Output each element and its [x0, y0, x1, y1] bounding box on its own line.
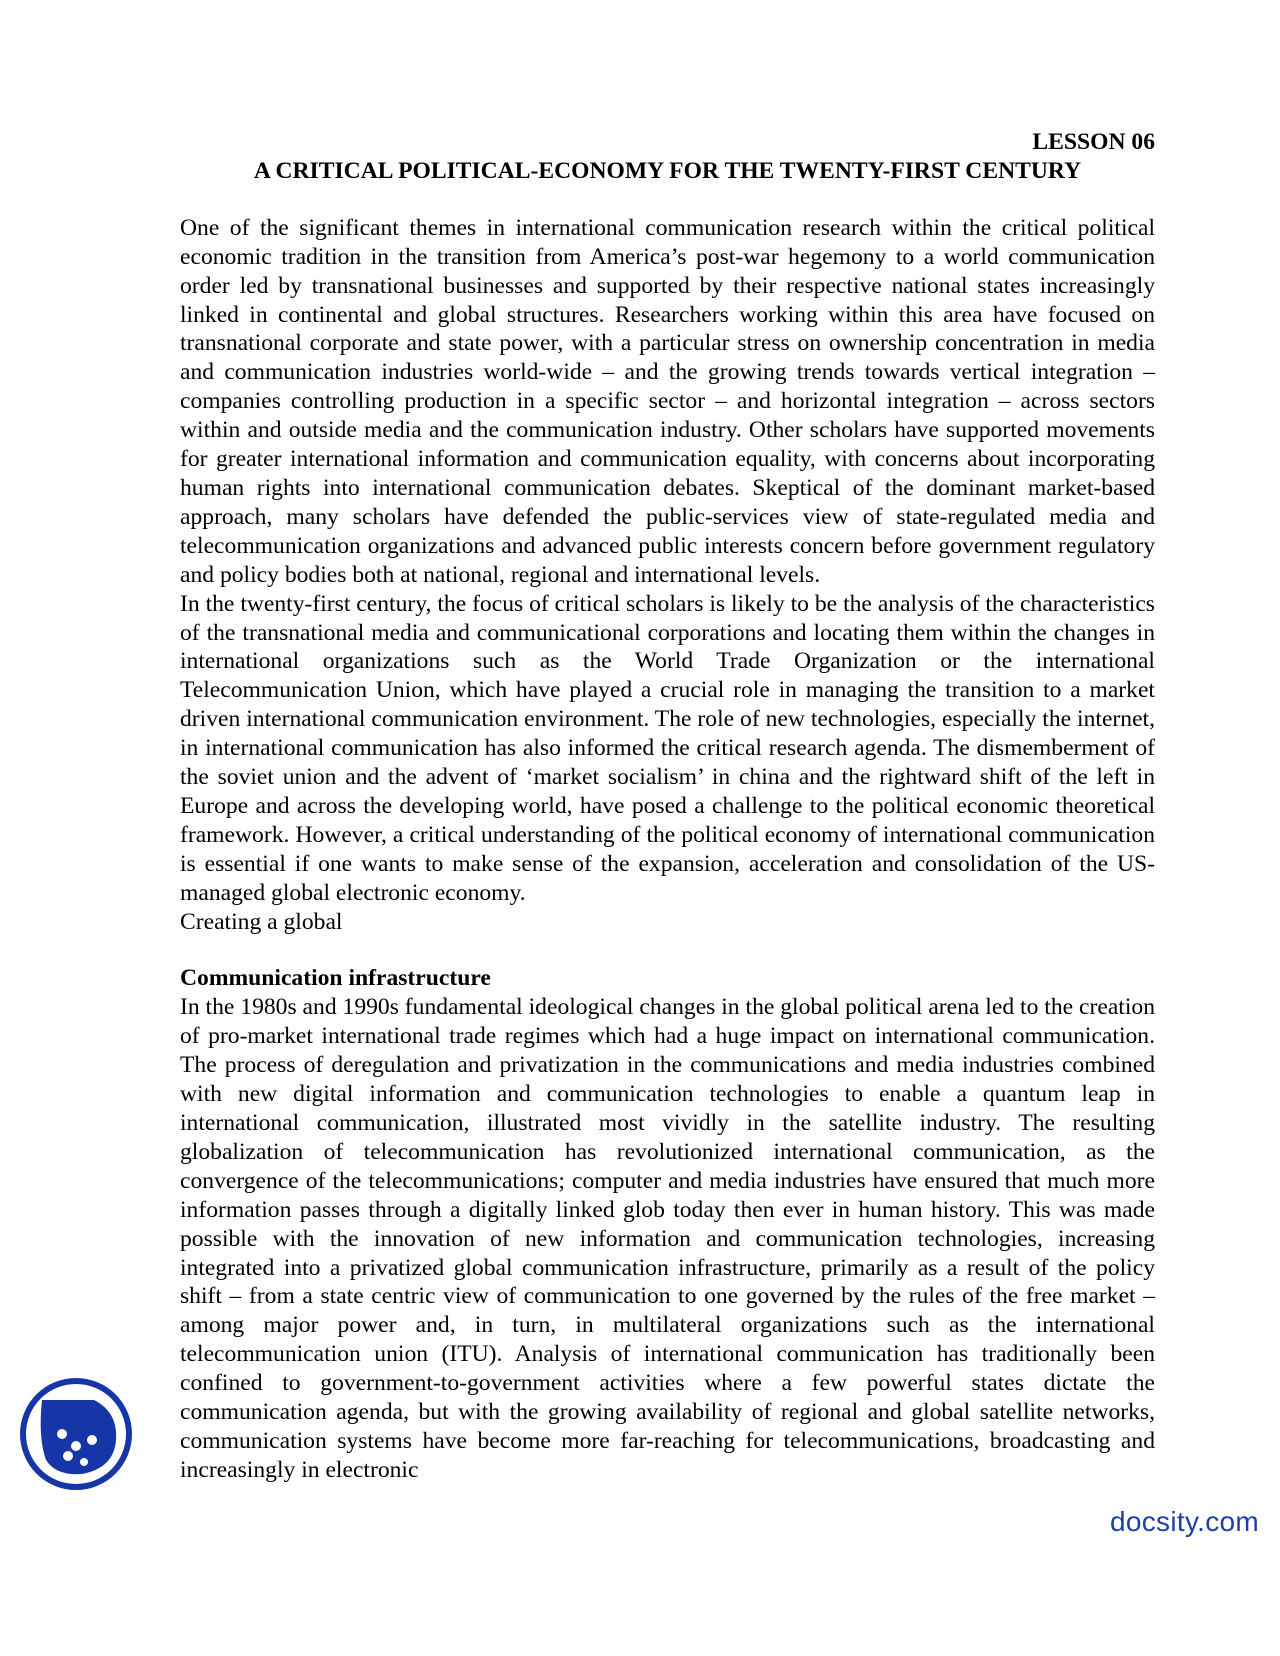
docsity-logo-graphic — [18, 1376, 134, 1492]
paragraph-twenty-first-century: In the twenty-first century, the focus of critical scholars is likely to be the analysis of the characteristics of the transnational media and communicational corporations and locating them within the changes in international organizations such as the World Trade Organization or the international Telecommunication Union, which have played a crucial role in managing the transition to a market driven international communication environment. The role of new technologies, especially the internet, in international communication has also informed the critical research agenda. The dismemberment of the soviet union and the advent of ‘market socialism’ in china and the rightward shift of the left in Europe and across the developing world, have posed a challenge to the political economic theoretical framework. However, a critical understanding of the political economy of international communication is essential if one wants to make sense of the expansion, acceleration and consolidation of the US-managed global electronic economy. — [180, 590, 1155, 906]
lesson-number: LESSON 06 — [1032, 129, 1155, 155]
paragraph-intro: One of the significant themes in international communication research within the critical political economic tradition in the transition from America’s post-war hegemony to a world communication order led by transnational businesses and supported by their respective national states increasingly linked in continental and global structures. Researchers working within this area have focused on transnational corporate and state power, with a particular stress on ownership concentration in media and communication industries world-wide – and the growing trends towards vertical integration – companies controlling production in a specific sector – and horizontal integration – across sectors within and outside media and the communication industry. Other scholars have supported movements for greater international information and communication equality, with concerns about incorporating human rights into international communication debates. Skeptical of the dominant market-based approach, many scholars have defended the public-services view of state-regulated media and telecommunication organizations and advanced public interests concern before government regulatory and policy bodies both at national, regional and international levels. — [180, 214, 1155, 588]
lesson-title: A CRITICAL POLITICAL-ECONOMY FOR THE TWENTY-FIRST CENTURY — [253, 157, 1082, 184]
docsity-logo-icon — [18, 1376, 134, 1492]
paragraph-infrastructure: In the 1980s and 1990s fundamental ideological changes in the global political arena led to the creation of pro-market international trade regimes which had a huge impact on international communication. The process of deregulation and privatization in the communications and media industries combined with new digital information and communication technologies to enable a quantum leap in international communication, illustrated most vividly in the satellite industry. The resulting globalization of telecommunication has revolutionized international communication, as the convergence of the telecommunications; computer and media industries have ensured that much more information passes through a digitally linked glob today then ever in human history. This was made possible with the innovation of new information and communication technologies, increasing integrated into a privatized global communication infrastructure, primarily as a result of the policy shift – from a state centric view of communication to one governed by the rules of the free market – among major power and, in turn, in multilateral organizations such as the international telecommunication union (ITU). Analysis of international communication has traditionally been confined to government-to-government activities where a few powerful states dictate the communication agenda, but with the growing availability of regional and global satellite networks, communication systems have become more far-reaching for telecommunications, broadcasting and increasingly in electronic — [180, 994, 1155, 1483]
section-heading: Communication infrastructure — [180, 965, 491, 992]
docsity-brand-text[interactable]: docsity.com — [1110, 1506, 1260, 1537]
document-content — [180, 128, 1155, 1485]
short-line: Creating a global — [180, 908, 343, 935]
